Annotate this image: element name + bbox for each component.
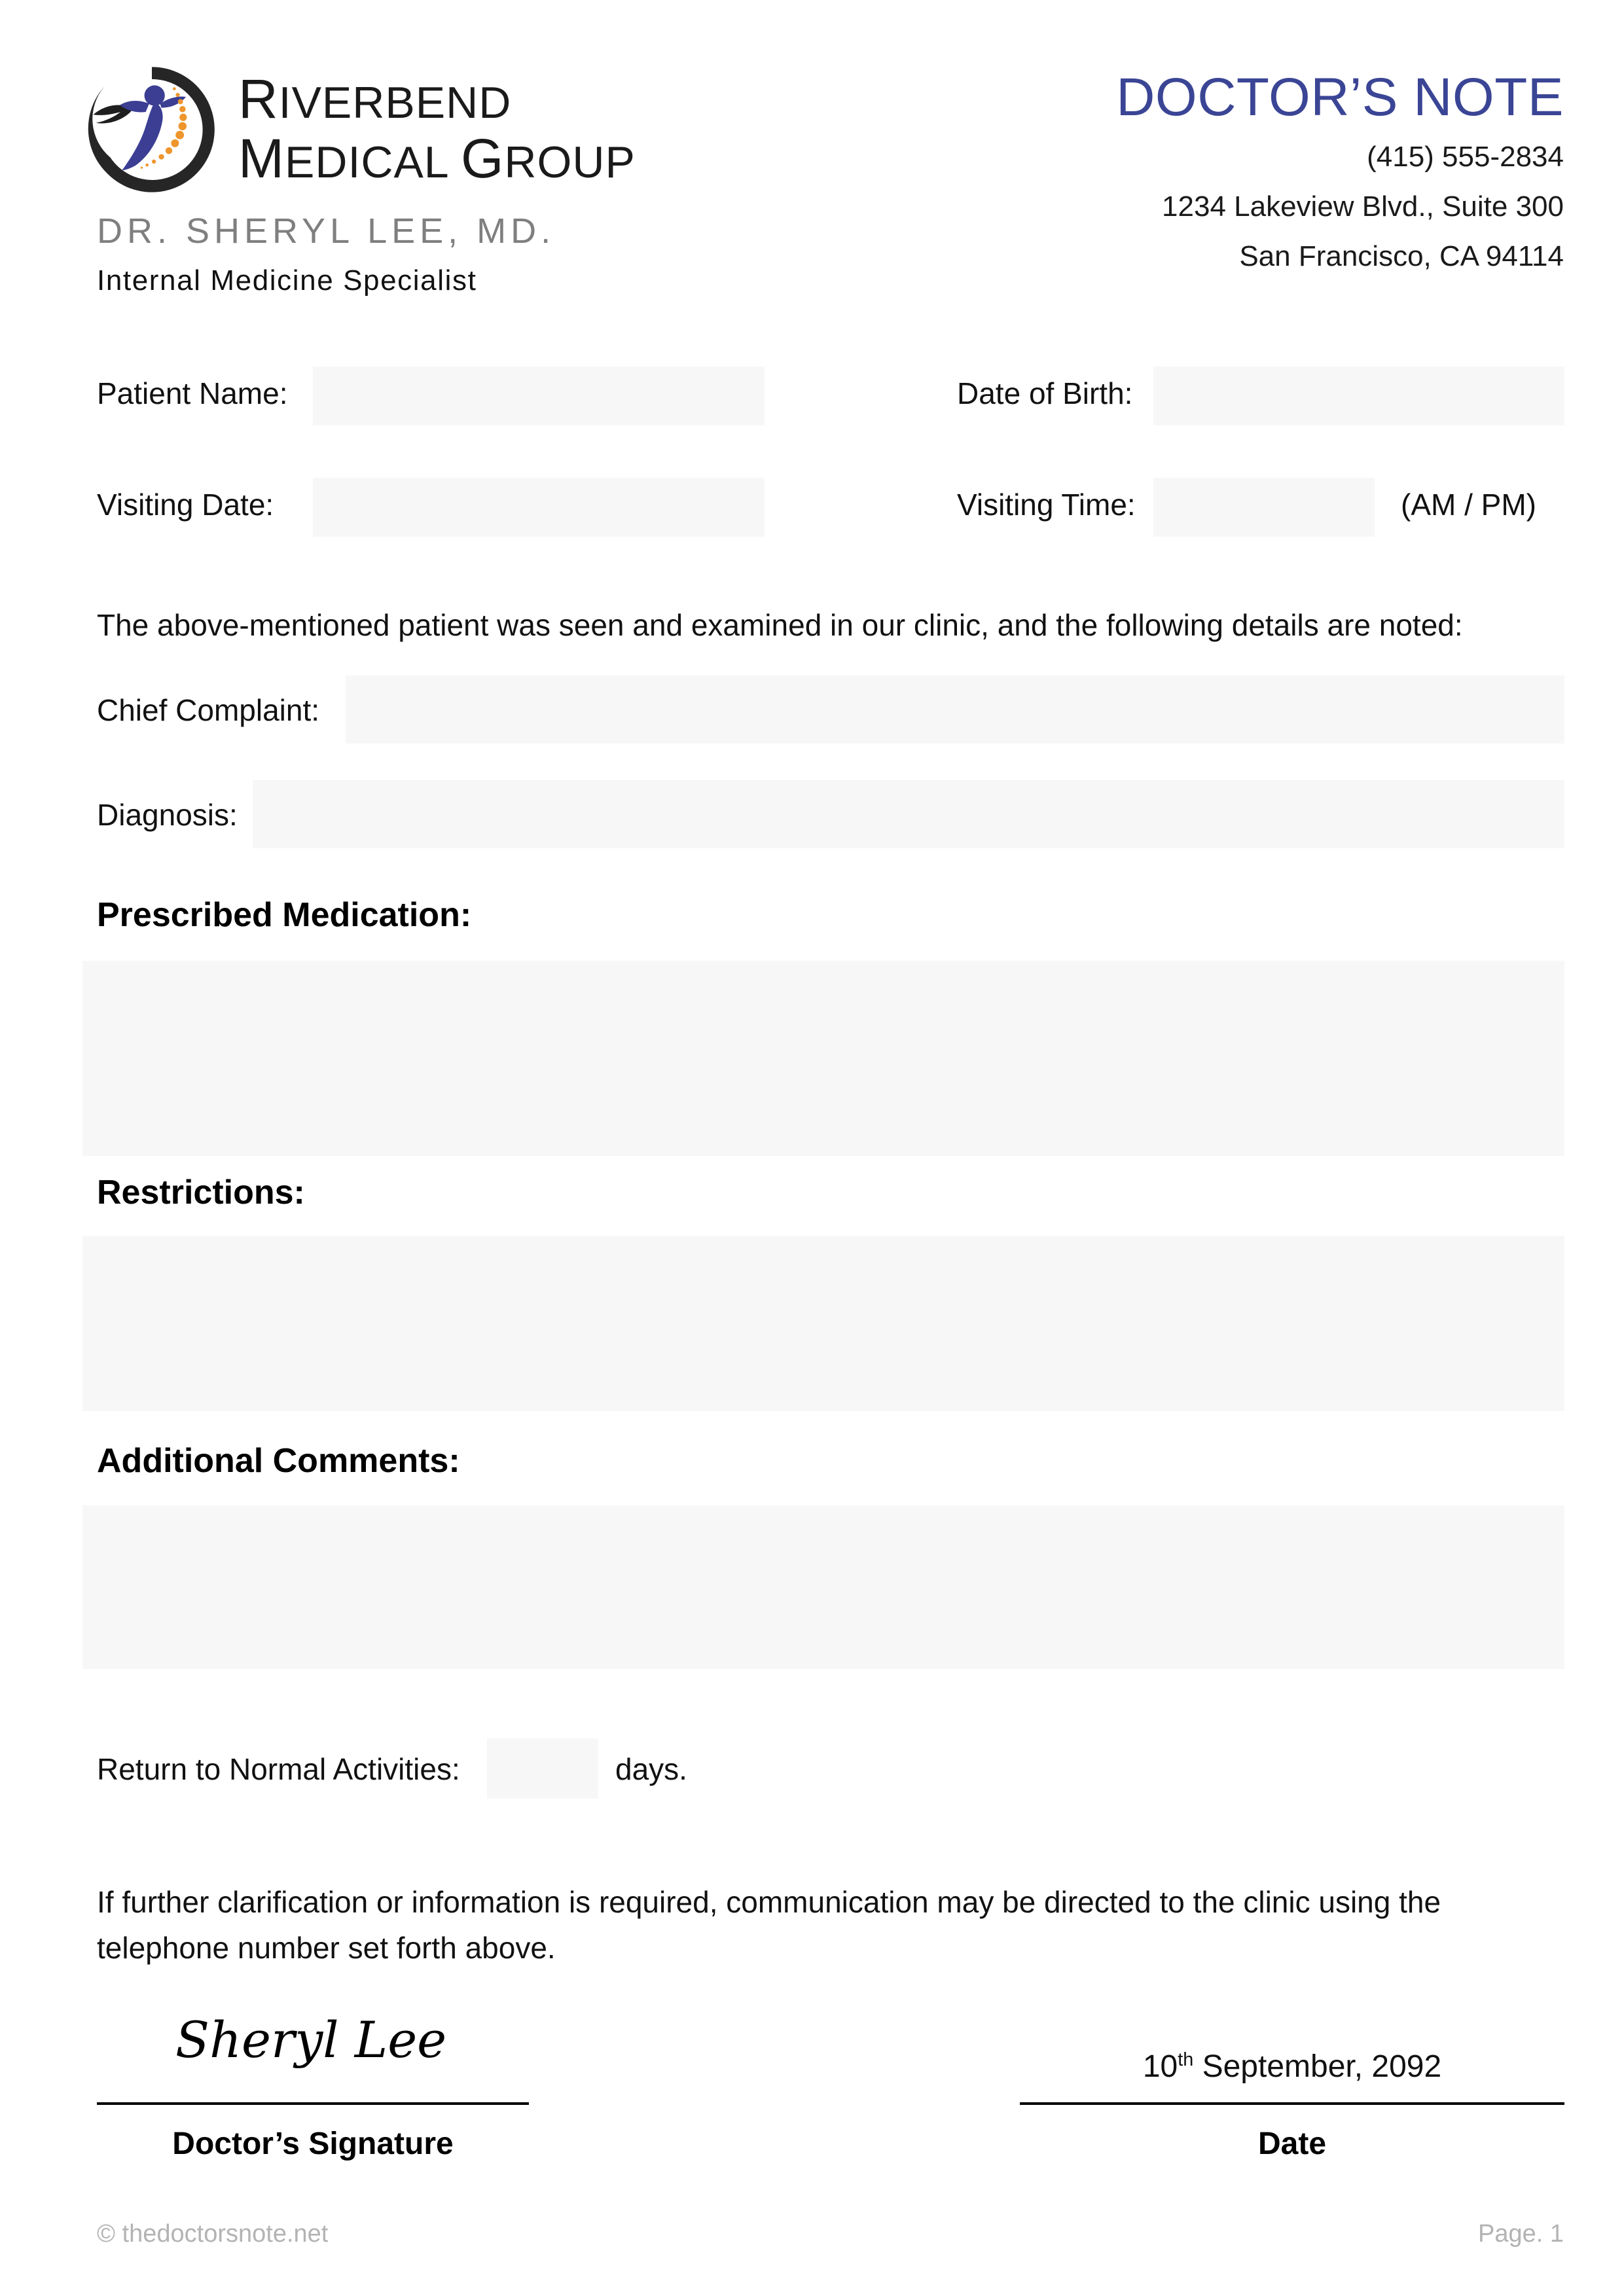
signature-date [1020,2049,1564,2085]
doctor-role: Internal Medicine Specialist [97,264,477,296]
field-row-diagnosis [0,779,1624,851]
prescribed-medication-label: Prescribed Medication: [97,896,472,934]
date-ordinal: th [1178,2049,1194,2070]
additional-comments-label: Additional Comments: [97,1442,460,1480]
visiting-time-label: Visiting Time: [957,488,1136,522]
return-days-suffix: days. [615,1752,687,1786]
chief-complaint-label: Chief Complaint: [97,693,320,727]
logo-wordmark [238,69,636,188]
signature-line [97,2102,529,2105]
closing-paragraph: If further clarification or information is required, communication may be directed to the clinic using the telephone number set forth above. [97,1885,1441,1965]
footer-page-number: Page. 1 [1478,2220,1564,2248]
restrictions-input[interactable] [82,1236,1564,1411]
logo-line-2: MEDICAL GROUP [238,127,636,189]
clinic-logo [84,60,636,198]
intro-sentence: The above-mentioned patient was seen and examined in our clinic, and the following details are noted: [97,608,1463,642]
signature-caption: Doctor’s Signature [172,2126,454,2161]
field-row-visit [0,469,1624,541]
date-caption: Date [1257,2126,1327,2161]
field-row-return-activities [0,1733,1624,1805]
page-title: DOCTOR’S NOTE [1116,67,1564,127]
chief-complaint-input[interactable] [346,675,1564,744]
field-row-chief-complaint [0,674,1624,746]
signature-mark: Sheryl Lee [175,2011,447,2069]
header-contact-block [1116,67,1564,274]
date-of-birth-input[interactable] [1153,367,1564,425]
dob-label: Date of Birth: [957,376,1133,410]
date-day: 10 [1142,2049,1178,2084]
restrictions-label: Restrictions: [97,1174,305,1211]
diagnosis-label: Diagnosis: [97,798,238,832]
page-header [0,0,1624,314]
diagnosis-input[interactable] [253,780,1564,848]
clinic-address-line-1: 1234 Lakeview Blvd., Suite 300 [1162,190,1564,223]
additional-comments-input[interactable] [82,1505,1564,1669]
am-pm-note: (AM / PM) [1401,488,1536,522]
visiting-time-input[interactable] [1153,478,1375,537]
prescribed-medication-input[interactable] [82,961,1564,1156]
riverbend-logo-mark [84,62,220,198]
patient-name-label: Patient Name: [97,376,288,410]
footer-copyright: © thedoctorsnote.net [97,2220,329,2248]
visiting-date-label: Visiting Date: [97,488,274,522]
visiting-date-input[interactable] [313,478,765,537]
date-rest: September, 2092 [1193,2049,1442,2084]
date-line [1020,2102,1564,2105]
clinic-phone: (415) 555-2834 [1367,141,1564,173]
return-activities-label: Return to Normal Activities: [97,1752,460,1786]
field-row-patient [0,357,1624,429]
logo-line-1: RIVERBEND [238,68,512,130]
doctor-name: DR. SHERYL LEE, MD. [97,211,556,251]
return-days-input[interactable] [487,1738,598,1799]
clinic-address-line-2: San Francisco, CA 94114 [1239,240,1564,272]
patient-name-input[interactable] [313,367,765,425]
